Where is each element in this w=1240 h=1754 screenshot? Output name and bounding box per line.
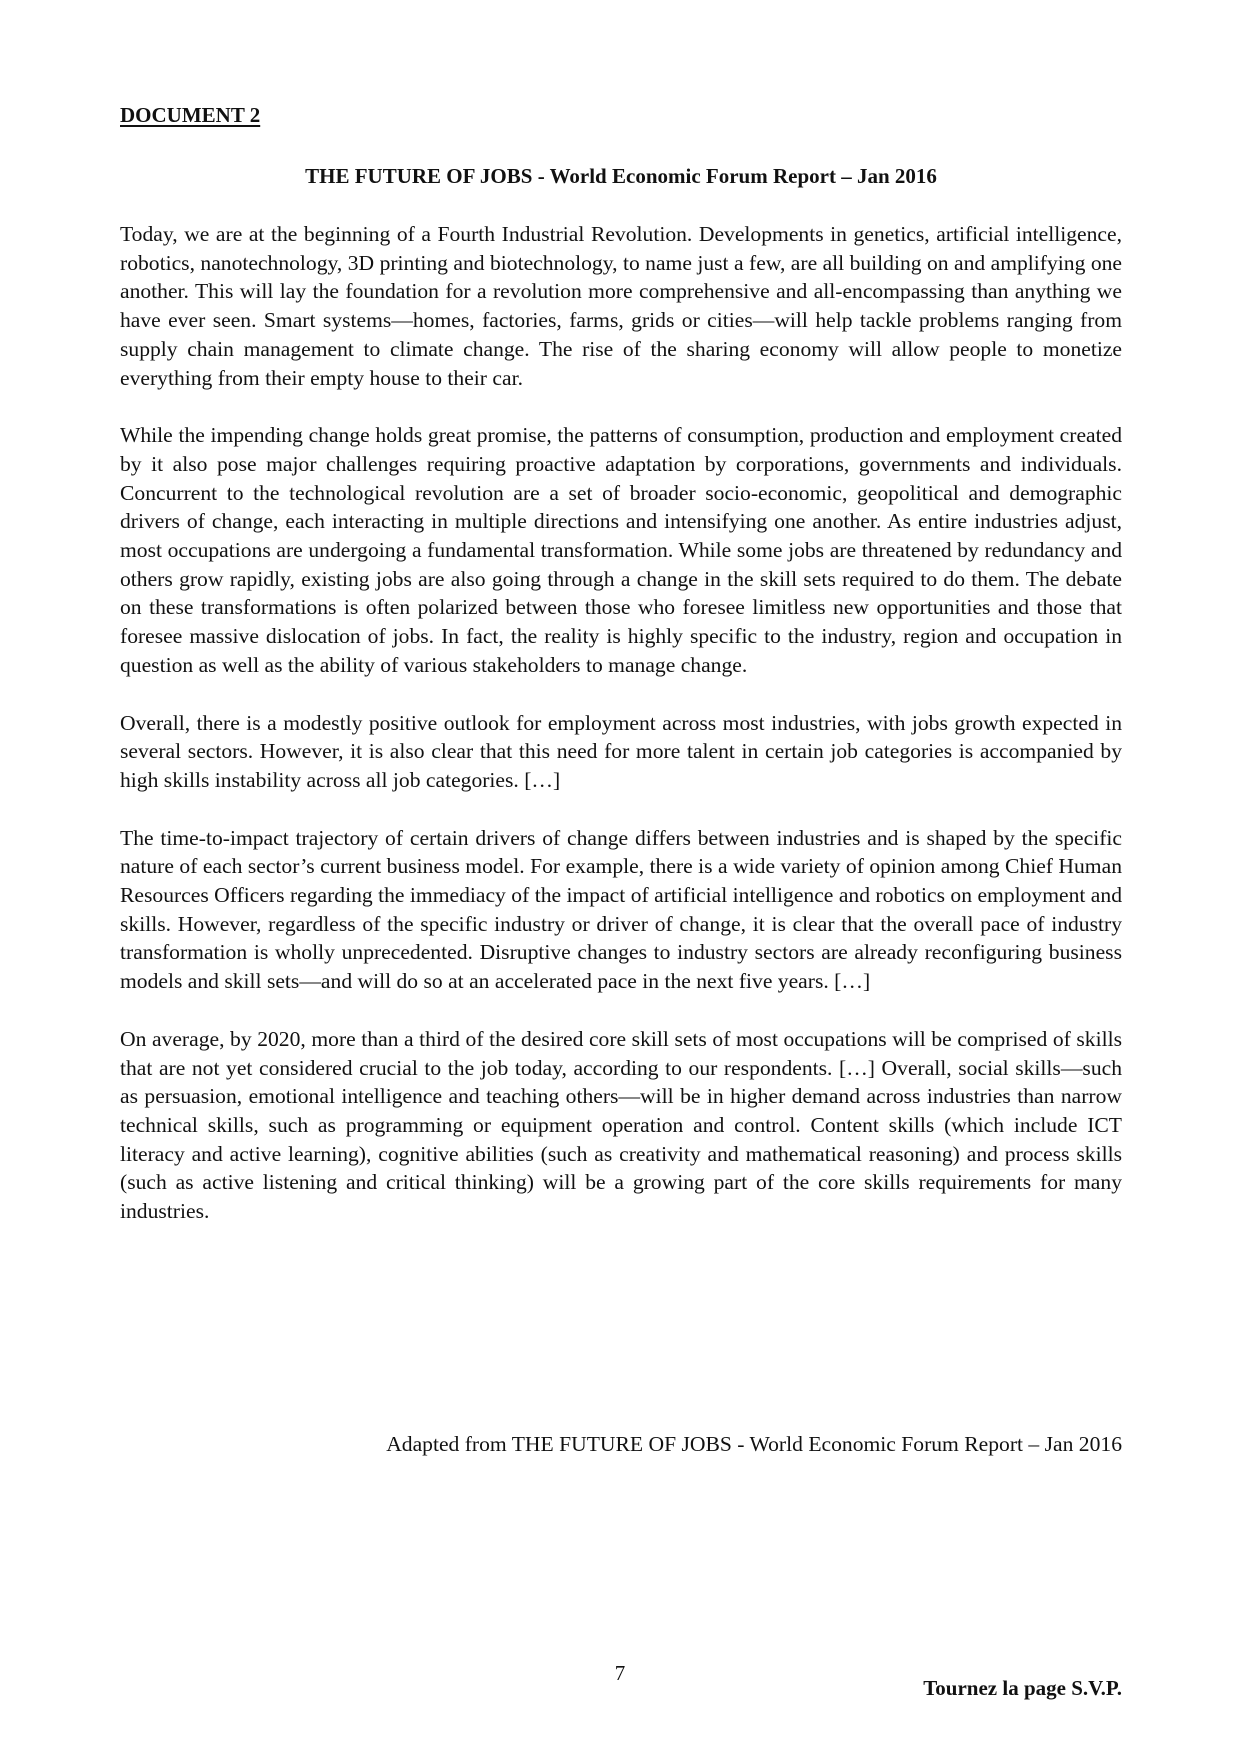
turn-page-note: Tournez la page S.V.P.	[923, 1676, 1122, 1700]
paragraph-2: While the impending change holds great promise, the patterns of consumption, production and employment created by it also pose major challenges requiring proactive adaptation by corporations, governments and individuals. Concurrent to the technological revolution are a set of broader socio-economic, geopolitical and demographic drivers of change, each interacting in multiple directions and intensifying one another. As entire industries adjust, most occupations are undergoing a fundamental transformation. While some jobs are threatened by redundancy and others grow rapidly, existing jobs are also going through a change in the skill sets required to do them. The debate on these transformations is often polarized between those who foresee limitless new opportunities and those that foresee massive dislocation of jobs. In fact, the reality is highly specific to the industry, region and occupation in question as well as the ability of various stakeholders to manage change.	[120, 423, 1122, 677]
paragraph-4: The time-to-impact trajectory of certain drivers of change differs between industries and is shaped by the specific nature of each sector’s current business model. For example, there is a wide variety of opinion among Chief Human Resources Officers regarding the immediacy of the impact of artificial intelligence and robotics on employment and skills. However, regardless of the specific industry or driver of change, it is clear that the overall pace of industry transformation is wholly unprecedented. Disruptive changes to industry sectors are already reconfiguring business models and skill sets—and will do so at an accelerated pace in the next five years. […]	[120, 825, 1122, 994]
document-title: THE FUTURE OF JOBS - World Economic Forum Report – Jan 2016	[305, 164, 937, 188]
paragraph-1: Today, we are at the beginning of a Fourth Industrial Revolution. Developments in genetics, artificial intelligence, robotics, nanotechnology, 3D printing and biotechnology, to name just a few, are all building on and amplifying one another. This will lay the foundation for a revolution more comprehensive and all-encompassing than anything we have ever seen. Smart systems—homes, factories, farms, grids or cities—will help tackle problems ranging from supply chain management to climate change. The rise of the sharing economy will allow people to monetize everything from their empty house to their car.	[120, 222, 1122, 390]
paragraph-3: Overall, there is a modestly positive outlook for employment across most industries, with jobs growth expected in several sectors. However, it is also clear that this need for more talent in certain job categories is accompanied by high skills instability across all job categories. […]	[120, 710, 1122, 792]
source-citation: Adapted from THE FUTURE OF JOBS - World Economic Forum Report – Jan 2016	[386, 1432, 1122, 1456]
page-number: 7	[614, 1661, 626, 1685]
document-body	[120, 220, 1122, 1255]
paragraph-5: On average, by 2020, more than a third of the desired core skill sets of most occupations will be comprised of skills that are not yet considered crucial to the job today, according to our respondents. […] Overall, social skills—such as persuasion, emotional intelligence and teaching others—will be in higher demand across industries than narrow technical skills, such as programming or equipment operation and control. Content skills (which include ICT literacy and active learning), cognitive abilities (such as creativity and mathematical reasoning) and process skills (such as active listening and critical thinking) will be a growing part of the core skills requirements for many industries.	[120, 1026, 1122, 1224]
document-label: DOCUMENT 2	[120, 103, 261, 127]
